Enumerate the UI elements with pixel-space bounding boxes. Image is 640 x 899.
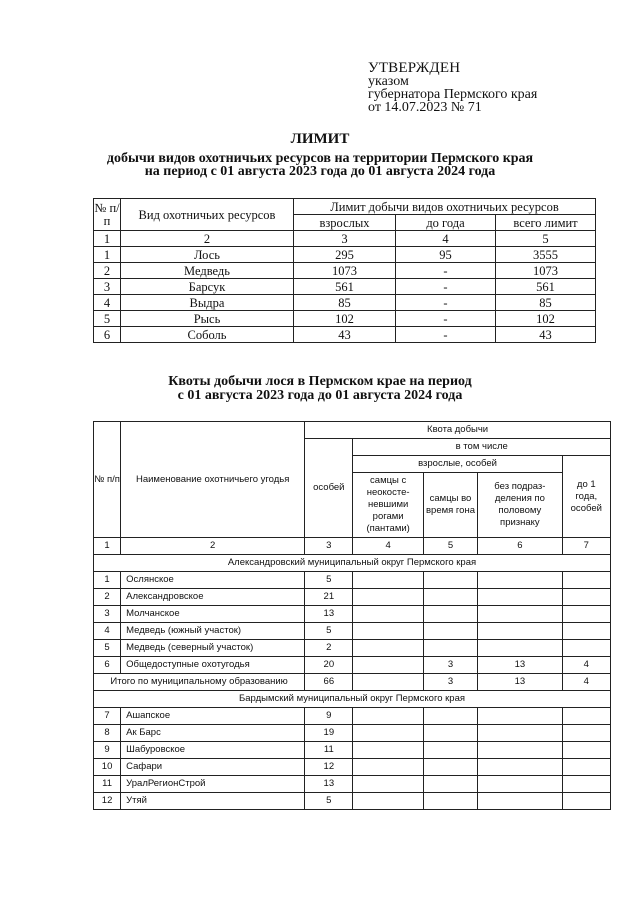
header-adults: взрослых xyxy=(294,215,396,231)
table-row xyxy=(94,623,611,640)
row-c4 xyxy=(353,657,423,674)
row-species: Лось xyxy=(121,247,294,263)
row-total: 5 xyxy=(305,572,353,589)
row-adults: 295 xyxy=(294,247,396,263)
approval-heading: УТВЕРЖДЕН xyxy=(368,60,461,76)
index-cell: 5 xyxy=(496,231,596,247)
table-row xyxy=(94,742,611,759)
row-under: 95 xyxy=(396,247,496,263)
header-no-sex: без подраз-деления по половому признаку xyxy=(478,473,562,538)
row-ground: Молчанское xyxy=(121,606,305,623)
row-adults: 1073 xyxy=(294,263,396,279)
row-total: 12 xyxy=(305,759,353,776)
row-c5: 3 xyxy=(423,657,477,674)
row-ground: Шабуровское xyxy=(121,742,305,759)
row-total: 21 xyxy=(305,589,353,606)
row-species: Выдра xyxy=(121,295,294,311)
header-individuals: особей xyxy=(305,439,353,538)
row-total: 5 xyxy=(305,623,353,640)
row-under: - xyxy=(396,327,496,343)
row-num: 1 xyxy=(94,247,121,263)
row-total: 85 xyxy=(496,295,596,311)
row-total: 43 xyxy=(496,327,596,343)
row-c5 xyxy=(423,589,477,606)
header-ground: Наименование охотничьего угодья xyxy=(121,422,305,538)
table-row xyxy=(94,606,611,623)
header-num: № п/п xyxy=(94,199,121,231)
row-c6: 13 xyxy=(478,657,562,674)
row-total: 20 xyxy=(305,657,353,674)
row-adults: 85 xyxy=(294,295,396,311)
row-c7 xyxy=(562,572,610,589)
index-row xyxy=(94,538,611,555)
total-c5: 3 xyxy=(423,674,477,691)
row-num: 8 xyxy=(94,725,121,742)
row-ground: Медведь (северный участок) xyxy=(121,640,305,657)
table-row xyxy=(94,279,596,295)
quota-title: с 01 августа 2023 года до 01 августа 2024 года xyxy=(177,388,463,403)
total-c7: 4 xyxy=(562,674,610,691)
row-c6 xyxy=(478,572,562,589)
row-c7 xyxy=(562,589,610,606)
row-c5 xyxy=(423,623,477,640)
index-cell: 6 xyxy=(478,538,562,555)
header-including: в том числе xyxy=(353,439,611,456)
total-c6: 13 xyxy=(478,674,562,691)
row-c7 xyxy=(562,623,610,640)
row-num: 5 xyxy=(94,311,121,327)
row-total: 19 xyxy=(305,725,353,742)
table-row xyxy=(94,708,611,725)
header-quota-group: Квота добычи xyxy=(305,422,611,439)
index-cell: 1 xyxy=(94,231,121,247)
row-adults: 561 xyxy=(294,279,396,295)
row-num: 12 xyxy=(94,793,121,810)
header-males-antlers: самцы с неокосте-невшими рогами (пантами) xyxy=(353,473,423,538)
table-row xyxy=(94,640,611,657)
total-row xyxy=(94,674,611,691)
table-row xyxy=(94,263,596,279)
table-row xyxy=(94,295,596,311)
header-total: всего лимит xyxy=(496,215,596,231)
row-total: 1073 xyxy=(496,263,596,279)
row-total: 11 xyxy=(305,742,353,759)
row-under: - xyxy=(396,311,496,327)
header-adults-individuals: взрослые, особей xyxy=(353,456,562,473)
row-num: 1 xyxy=(94,572,121,589)
total-label: Итого по муниципальному образованию xyxy=(94,674,305,691)
row-total: 13 xyxy=(305,606,353,623)
row-total: 102 xyxy=(496,311,596,327)
limit-subtitle: добычи видов охотничьих ресурсов на территории Пермского края xyxy=(106,151,534,166)
row-c5 xyxy=(423,606,477,623)
quota-table xyxy=(93,421,611,810)
approval-line: указом xyxy=(368,74,409,89)
total-c4 xyxy=(353,674,423,691)
row-num: 6 xyxy=(94,327,121,343)
row-num: 10 xyxy=(94,759,121,776)
header-limit-group: Лимит добычи видов охотничьих ресурсов xyxy=(294,199,596,215)
row-num: 3 xyxy=(94,279,121,295)
row-under: - xyxy=(396,263,496,279)
row-species: Рысь xyxy=(121,311,294,327)
row-adults: 102 xyxy=(294,311,396,327)
header-num: № п/п xyxy=(94,422,121,538)
header-males-rut: самцы во время гона xyxy=(423,473,477,538)
table-row xyxy=(94,776,611,793)
row-species: Медведь xyxy=(121,263,294,279)
row-ground: Ашапское xyxy=(121,708,305,725)
row-total: 3555 xyxy=(496,247,596,263)
index-cell: 3 xyxy=(305,538,353,555)
row-c4 xyxy=(353,606,423,623)
row-c7 xyxy=(562,606,610,623)
row-c4 xyxy=(353,572,423,589)
table-row xyxy=(94,657,611,674)
row-species: Соболь xyxy=(121,327,294,343)
row-num: 2 xyxy=(94,263,121,279)
header-species: Вид охотничьих ресурсов xyxy=(121,199,294,231)
row-ground: Ак Барс xyxy=(121,725,305,742)
row-num: 2 xyxy=(94,589,121,606)
table-row xyxy=(94,589,611,606)
section-title: Бардымский муниципальный округ Пермского края xyxy=(94,691,611,708)
row-species: Барсук xyxy=(121,279,294,295)
total-value: 66 xyxy=(305,674,353,691)
index-cell: 4 xyxy=(353,538,423,555)
index-cell: 3 xyxy=(294,231,396,247)
row-ground: Общедоступные охотугодья xyxy=(121,657,305,674)
table-row xyxy=(94,725,611,742)
table-row xyxy=(94,572,611,589)
approval-line: губернатора Пермского края xyxy=(368,87,538,102)
table-row xyxy=(94,759,611,776)
row-ground: Медведь (южный участок) xyxy=(121,623,305,640)
row-ground: УралРегионСтрой xyxy=(121,776,305,793)
index-cell: 2 xyxy=(121,231,294,247)
approval-line: от 14.07.2023 № 71 xyxy=(368,100,482,115)
section-title: Александровский муниципальный округ Пермского края xyxy=(94,555,611,572)
limit-table xyxy=(93,198,596,343)
row-num: 9 xyxy=(94,742,121,759)
row-total: 5 xyxy=(305,793,353,810)
index-cell: 1 xyxy=(94,538,121,555)
row-c4 xyxy=(353,589,423,606)
row-c4 xyxy=(353,623,423,640)
row-total: 9 xyxy=(305,708,353,725)
row-c5 xyxy=(423,572,477,589)
row-ground: Александровское xyxy=(121,589,305,606)
row-ground: Утяй xyxy=(121,793,305,810)
index-cell: 4 xyxy=(396,231,496,247)
row-under: - xyxy=(396,279,496,295)
row-ground: Сафари xyxy=(121,759,305,776)
row-num: 4 xyxy=(94,295,121,311)
row-c7: 4 xyxy=(562,657,610,674)
index-cell: 7 xyxy=(562,538,610,555)
header-under-year: до 1 года, особей xyxy=(562,456,610,538)
row-c6 xyxy=(478,589,562,606)
index-cell: 2 xyxy=(121,538,305,555)
row-c4 xyxy=(353,640,423,657)
row-c6 xyxy=(478,606,562,623)
table-row xyxy=(94,247,596,263)
row-c6 xyxy=(478,640,562,657)
row-total: 13 xyxy=(305,776,353,793)
table-row xyxy=(94,327,596,343)
row-c6 xyxy=(478,623,562,640)
row-num: 7 xyxy=(94,708,121,725)
row-adults: 43 xyxy=(294,327,396,343)
row-num: 6 xyxy=(94,657,121,674)
row-total: 561 xyxy=(496,279,596,295)
index-cell: 5 xyxy=(423,538,477,555)
row-num: 3 xyxy=(94,606,121,623)
row-num: 5 xyxy=(94,640,121,657)
quota-title: Квоты добычи лося в Пермском крае на период xyxy=(168,374,472,389)
row-num: 4 xyxy=(94,623,121,640)
row-total: 2 xyxy=(305,640,353,657)
limit-subtitle: на период с 01 августа 2023 года до 01 августа 2024 года xyxy=(144,164,496,179)
approval-stamp xyxy=(368,62,537,114)
table-row xyxy=(94,311,596,327)
row-under: - xyxy=(396,295,496,311)
row-ground: Ослянское xyxy=(121,572,305,589)
table-row xyxy=(94,793,611,810)
row-c5 xyxy=(423,640,477,657)
row-c7 xyxy=(562,640,610,657)
index-row xyxy=(94,231,596,247)
header-under-year: до года xyxy=(396,215,496,231)
row-num: 11 xyxy=(94,776,121,793)
limit-title: ЛИМИТ xyxy=(290,131,350,147)
